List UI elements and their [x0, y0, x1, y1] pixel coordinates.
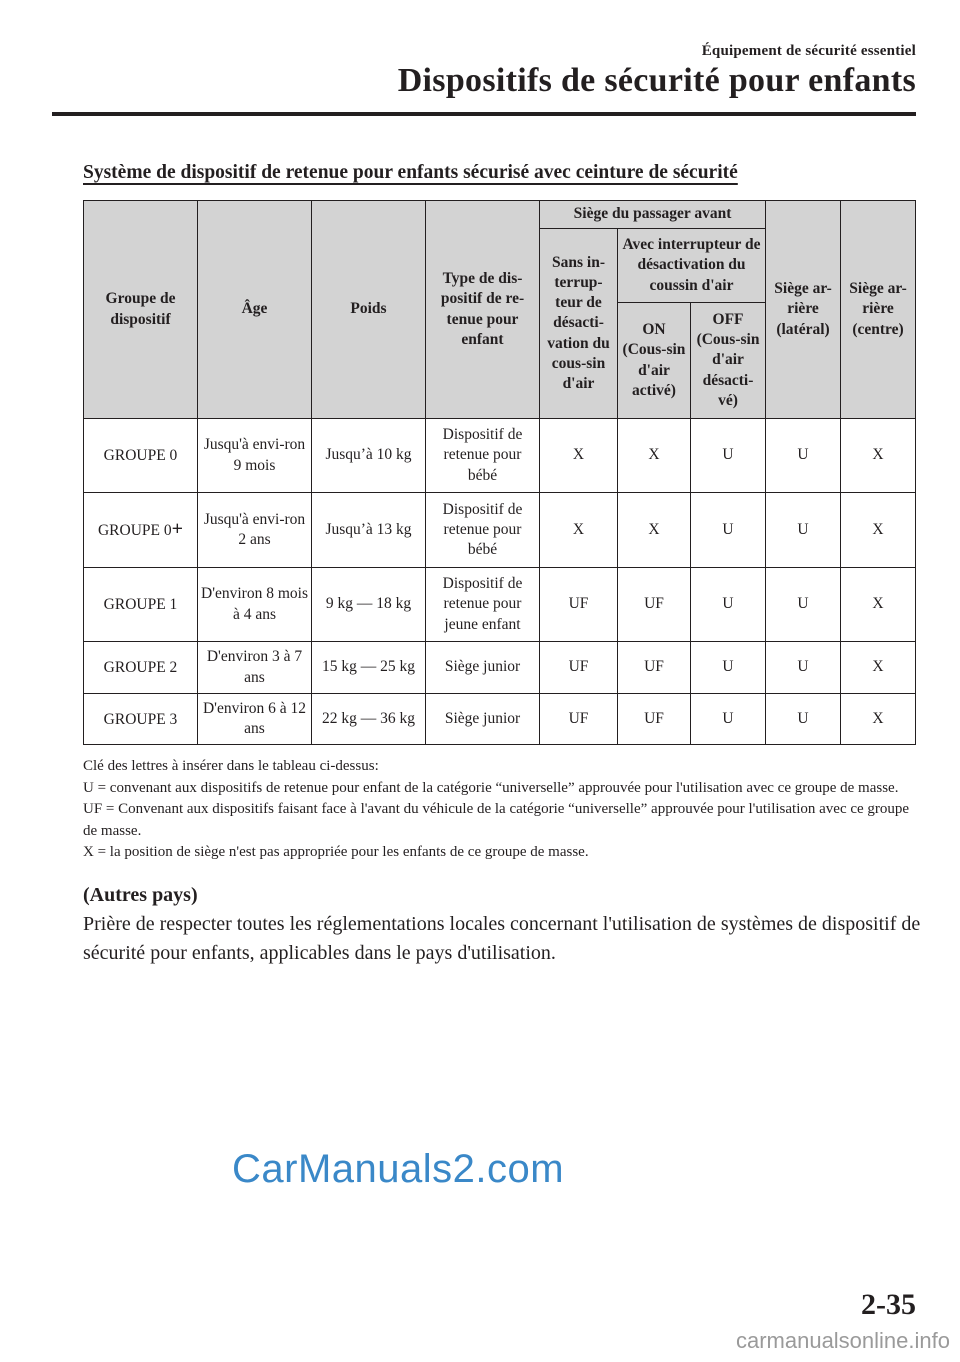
seat-compatibility-table [83, 200, 916, 745]
legend-key [83, 756, 915, 864]
legend-u: U = convenant aux dispositifs de retenue pour enfant de la catégorie “universelle” approuvée pour l'utilisation avec ce groupe de masse. [83, 779, 899, 796]
legend-uf: UF = Convenant aux dispositifs faisant face à l'avant du véhicule de la catégorie “universelle” approuvée pour l'utilisation avec ce groupe de masse. [83, 801, 910, 839]
plus-icon: + [171, 517, 184, 540]
cell-weight: Jusqu’à 10 kg [312, 419, 426, 493]
header-group: Groupe de dispositif [84, 201, 198, 419]
cell-no-switch: X [540, 419, 618, 493]
table-row [84, 694, 916, 745]
cell-no-switch: X [540, 493, 618, 568]
section-title: Système de dispositif de retenue pour enfants sécurisé avec ceinture de sécurité [83, 162, 738, 183]
cell-rear-side: U [766, 694, 841, 745]
cell-airbag-on: UF [618, 642, 691, 694]
cell-airbag-off: U [691, 568, 766, 642]
other-countries-body: Prière de respecter toutes les réglementations locales concernant l'utilisation de systèmes de dispositif de sécurité pour enfants, applicables dans le pays d'utilisation. [83, 913, 921, 964]
cell-group: GROUPE 1 [84, 568, 198, 642]
cell-airbag-on: X [618, 493, 691, 568]
cell-age: D'environ 8 mois à 4 ans [198, 568, 312, 642]
cell-rear-side: U [766, 642, 841, 694]
cell-weight: 9 kg ― 18 kg [312, 568, 426, 642]
other-countries-heading: (Autres pays) [83, 884, 198, 906]
cell-airbag-on: X [618, 419, 691, 493]
cell-airbag-off: U [691, 694, 766, 745]
table-row [84, 419, 916, 493]
header-front-seat: Siège du passager avant [540, 201, 766, 229]
legend-intro: Clé des lettres à insérer dans le tableau ci-dessus: [83, 758, 379, 774]
cell-weight: 15 kg ― 25 kg [312, 642, 426, 694]
header-with-switch: Avec interrupteur de désactivation du coussin d'air [618, 229, 766, 303]
cell-group: GROUPE 2 [84, 642, 198, 694]
cell-rear-side: U [766, 493, 841, 568]
cell-rear-center: X [841, 419, 916, 493]
header-weight: Poids [312, 201, 426, 419]
cell-rear-center: X [841, 568, 916, 642]
cell-no-switch: UF [540, 642, 618, 694]
cell-age: Jusqu'à envi-ron 9 mois [198, 419, 312, 493]
header-airbag-on: ON (Cous-sin d'air activé) [618, 303, 691, 419]
cell-weight: 22 kg ― 36 kg [312, 694, 426, 745]
cell-rear-side: U [766, 568, 841, 642]
page-title: Dispositifs de sécurité pour enfants [397, 62, 916, 99]
header-rear-side: Siège ar-rière (latéral) [766, 201, 841, 419]
cell-age: D'environ 6 à 12 ans [198, 694, 312, 745]
page-header [0, 0, 960, 120]
table-row [84, 568, 916, 642]
cell-airbag-on: UF [618, 568, 691, 642]
cell-airbag-on: UF [618, 694, 691, 745]
cell-no-switch: UF [540, 694, 618, 745]
cell-airbag-off: U [691, 642, 766, 694]
legend-x: X = la position de siège n'est pas appropriée pour les enfants de ce groupe de masse. [83, 844, 589, 860]
header-rear-center: Siège ar-rière (centre) [841, 201, 916, 419]
cell-airbag-off: U [691, 419, 766, 493]
table-row [84, 642, 916, 694]
header-age: Âge [198, 201, 312, 419]
header-no-switch: Sans in-terrup-teur de désacti-vation du cous-sin d'air [540, 229, 618, 419]
cell-type: Dispositif de retenue pour bébé [426, 419, 540, 493]
cell-no-switch: UF [540, 568, 618, 642]
cell-airbag-off: U [691, 493, 766, 568]
table-row [84, 493, 916, 568]
cell-group: GROUPE 3 [84, 694, 198, 745]
header-rule [52, 112, 916, 116]
footer-watermark: carmanualsonline.info [735, 1328, 950, 1353]
cell-rear-side: U [766, 419, 841, 493]
watermark-logo: CarManuals2.com [232, 1147, 565, 1191]
cell-group: GROUPE 0+ [84, 493, 198, 568]
page-number: 2-35 [861, 1288, 916, 1321]
cell-type: Siège junior [426, 642, 540, 694]
cell-type: Siège junior [426, 694, 540, 745]
cell-rear-center: X [841, 493, 916, 568]
header-type: Type de dis-positif de re-tenue pour enfant [426, 201, 540, 419]
header-airbag-off: OFF (Cous-sin d'air désacti-vé) [691, 303, 766, 419]
cell-type: Dispositif de retenue pour jeune enfant [426, 568, 540, 642]
cell-age: D'environ 3 à 7 ans [198, 642, 312, 694]
chapter-kicker: Équipement de sécurité essentiel [701, 43, 916, 59]
cell-rear-center: X [841, 694, 916, 745]
cell-weight: Jusqu’à 13 kg [312, 493, 426, 568]
cell-group: GROUPE 0 [84, 419, 198, 493]
cell-age: Jusqu'à envi-ron 2 ans [198, 493, 312, 568]
cell-type: Dispositif de retenue pour bébé [426, 493, 540, 568]
cell-rear-center: X [841, 642, 916, 694]
